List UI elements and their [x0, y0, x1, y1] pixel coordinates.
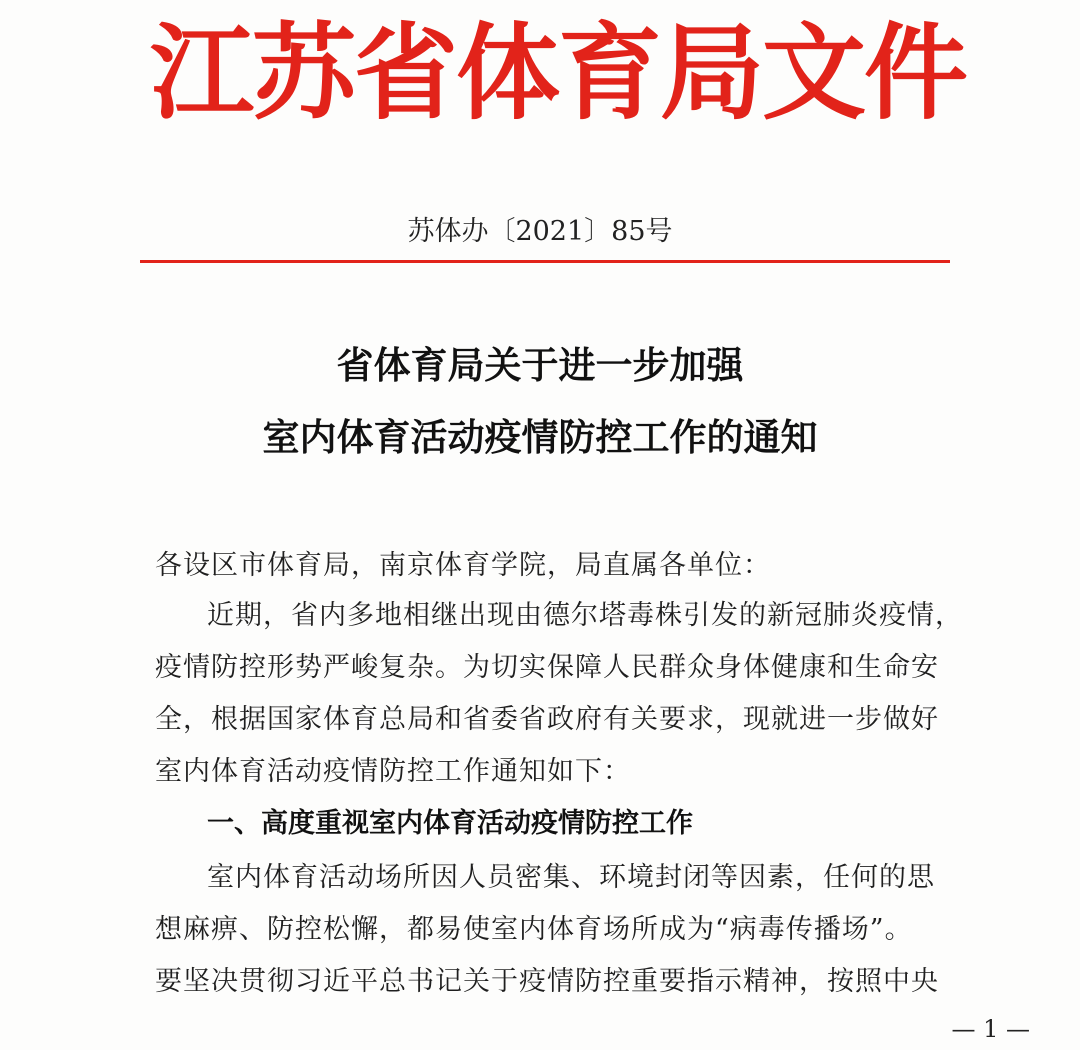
document-number: 苏体办〔2021〕85号	[407, 216, 673, 247]
addressee-line: 各设区市体育局，南京体育学院，局直属各单位：	[155, 550, 771, 581]
section-1-heading: 一、高度重视室内体育活动疫情防控工作	[207, 808, 693, 839]
intro-paragraph-line: 室内体育活动疫情防控工作通知如下：	[155, 756, 631, 787]
intro-paragraph-line: 全，根据国家体育总局和省委省政府有关要求，现就进一步做好	[155, 704, 939, 735]
page-number: — 1 —	[951, 1015, 1030, 1043]
section-1-paragraph-line: 室内体育活动场所因人员密集、环境封闭等因素，任何的思	[207, 862, 935, 893]
document-title-line-1: 省体育局关于进一步加强	[336, 343, 744, 387]
red-divider-line	[140, 260, 950, 263]
intro-paragraph-line: 近期，省内多地相继出现由德尔塔毒株引发的新冠肺炎疫情，	[207, 600, 963, 631]
section-1-paragraph-line: 要坚决贯彻习近平总书记关于疫情防控重要指示精神，按照中央	[155, 966, 939, 997]
document-title-line-2: 室内体育活动疫情防控工作的通知	[262, 415, 818, 459]
masthead-title: 江苏省体育局文件	[150, 11, 967, 134]
intro-paragraph-line: 疫情防控形势严峻复杂。为切实保障人民群众身体健康和生命安	[155, 652, 939, 683]
section-1-paragraph-line: 想麻痹、防控松懈，都易使室内体育场所成为“病毒传播场”。	[155, 914, 913, 945]
